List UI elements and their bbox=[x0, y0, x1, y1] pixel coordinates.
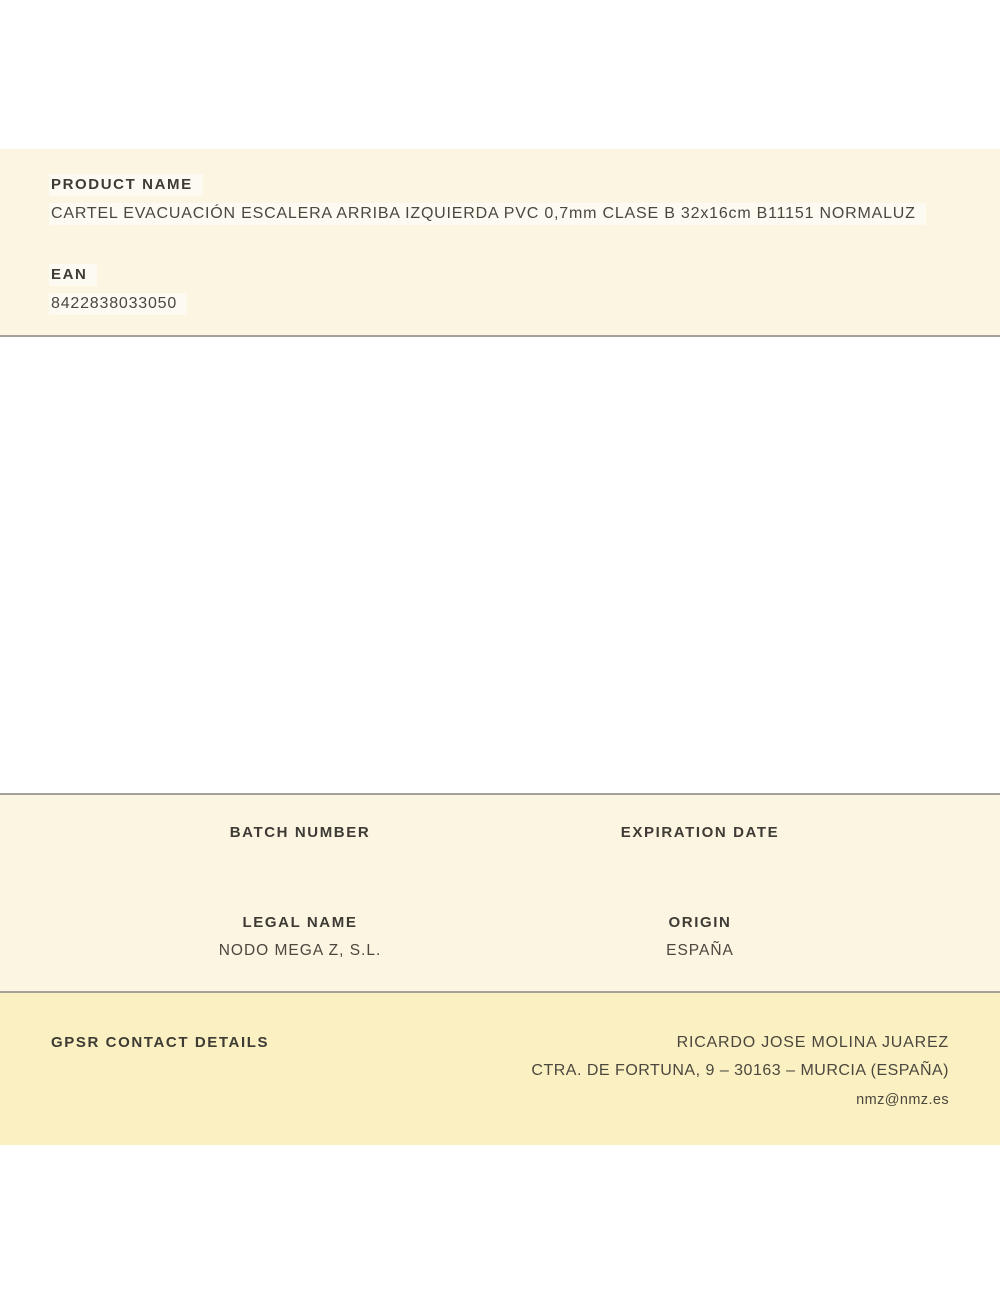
ean-value-text: 8422838033050 bbox=[49, 293, 187, 315]
batch-legal-section bbox=[0, 793, 1000, 993]
gpsr-contact-name: RICARDO JOSE MOLINA JUAREZ bbox=[676, 1034, 949, 1051]
ean-value bbox=[51, 295, 950, 312]
legal-name-value: NODO MEGA Z, S.L. bbox=[218, 942, 382, 959]
product-name-value-text: CARTEL EVACUACIÓN ESCALERA ARRIBA IZQUIERDA PVC 0,7mm CLASE B 32x16cm B11151 NORMALUZ bbox=[49, 203, 926, 225]
batch-number-value bbox=[100, 852, 500, 870]
batch-legal-grid bbox=[100, 824, 900, 960]
gpsr-contact-details-label: GPSR CONTACT DETAILS bbox=[51, 1034, 270, 1051]
product-name-value bbox=[51, 205, 950, 222]
product-name-label bbox=[51, 176, 950, 193]
product-section bbox=[0, 149, 1000, 337]
batch-number-field bbox=[100, 824, 500, 870]
gpsr-contact-address: CTRA. DE FORTUNA, 9 – 30163 – MURCIA (ESPAÑA) bbox=[531, 1062, 949, 1079]
ean-label bbox=[51, 266, 950, 283]
legal-name-field bbox=[100, 914, 500, 960]
gpsr-contact-block bbox=[531, 1034, 949, 1108]
gpsr-contact-email: nmz@nmz.es bbox=[856, 1092, 949, 1108]
product-name-field bbox=[51, 176, 950, 222]
expiration-date-value bbox=[500, 852, 900, 870]
origin-label: ORIGIN bbox=[668, 914, 732, 931]
ean-label-text: EAN bbox=[49, 264, 97, 286]
origin-value: ESPAÑA bbox=[666, 942, 734, 959]
top-whitespace bbox=[0, 0, 1000, 149]
expiration-date-field bbox=[500, 824, 900, 870]
middle-whitespace bbox=[0, 337, 1000, 793]
product-name-label-text: PRODUCT NAME bbox=[49, 174, 203, 196]
expiration-date-label: EXPIRATION DATE bbox=[620, 824, 780, 841]
ean-field bbox=[51, 266, 950, 312]
gpsr-section bbox=[0, 993, 1000, 1145]
legal-name-label: LEGAL NAME bbox=[242, 914, 358, 931]
batch-number-label: BATCH NUMBER bbox=[229, 824, 371, 841]
origin-field bbox=[500, 914, 900, 960]
